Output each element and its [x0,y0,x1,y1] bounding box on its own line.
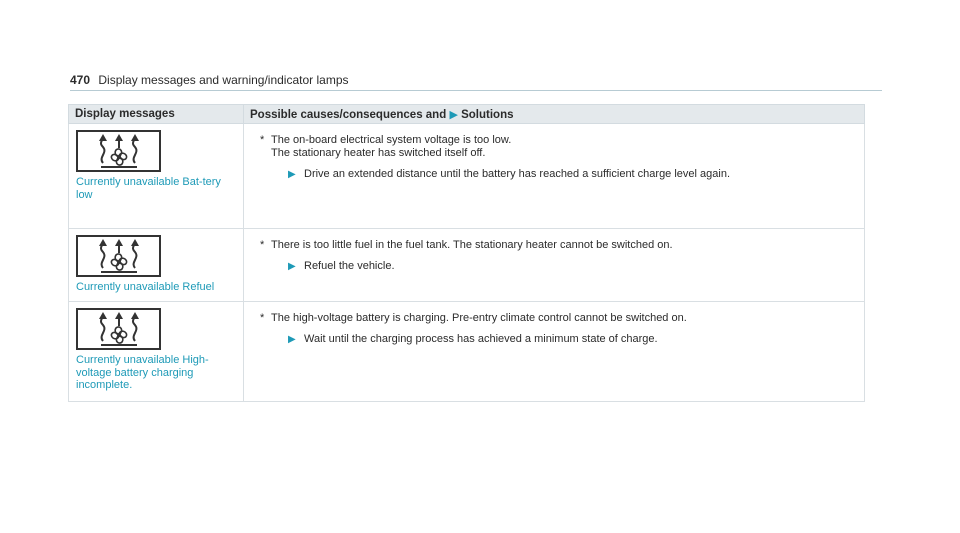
causes-cell [244,124,865,229]
page-number: 470 [70,73,91,87]
display-messages-table [68,104,865,402]
column-header-causes-label: Possible causes/consequences and [250,108,447,121]
page-header [70,72,882,91]
asterisk-bullet: * [260,134,265,146]
column-header-solutions-label: Solutions [461,108,514,121]
display-message-text: Currently unavailable High-voltage battery charging incomplete. [76,354,209,391]
table-row [69,229,865,302]
asterisk-bullet: * [260,239,265,251]
cause-text: There is too little fuel in the fuel tank. The stationary heater cannot be switched on. [271,239,673,251]
table-row [69,302,865,402]
message-cell [69,229,244,302]
solution-text: Drive an extended distance until the battery has reached a sufficient charge level again. [304,168,731,180]
causes-cell [244,302,865,402]
triangle-right-icon: ▶ [288,261,296,272]
message-cell [69,124,244,229]
table-row [69,124,865,229]
column-header-display-messages: Display messages [69,105,244,124]
page-title: Display messages and warning/indicator lamps [98,73,349,87]
causes-cell [244,229,865,302]
message-cell [69,302,244,402]
arrow-right-icon: ▶ [449,108,458,121]
cause-text-continued: The stationary heater has switched itself off. [271,147,486,159]
heater-fan-icon [76,308,161,350]
triangle-right-icon: ▶ [288,169,296,180]
solution-text: Refuel the vehicle. [304,260,395,272]
solution-text: Wait until the charging process has achieved a minimum state of charge. [304,333,658,345]
column-header-causes-solutions [244,105,865,124]
heater-fan-icon [76,130,161,172]
asterisk-bullet: * [260,312,265,324]
display-message-text: Currently unavailable Bat-tery low [76,176,221,201]
cause-text: The high-voltage battery is charging. Pre-entry climate control cannot be switched on. [271,312,687,324]
display-message-text: Currently unavailable Refuel [76,281,215,293]
triangle-right-icon: ▶ [288,334,296,345]
heater-fan-icon [76,235,161,277]
cause-text: The on-board electrical system voltage is too low. [271,134,512,146]
table-header-row [69,105,865,124]
